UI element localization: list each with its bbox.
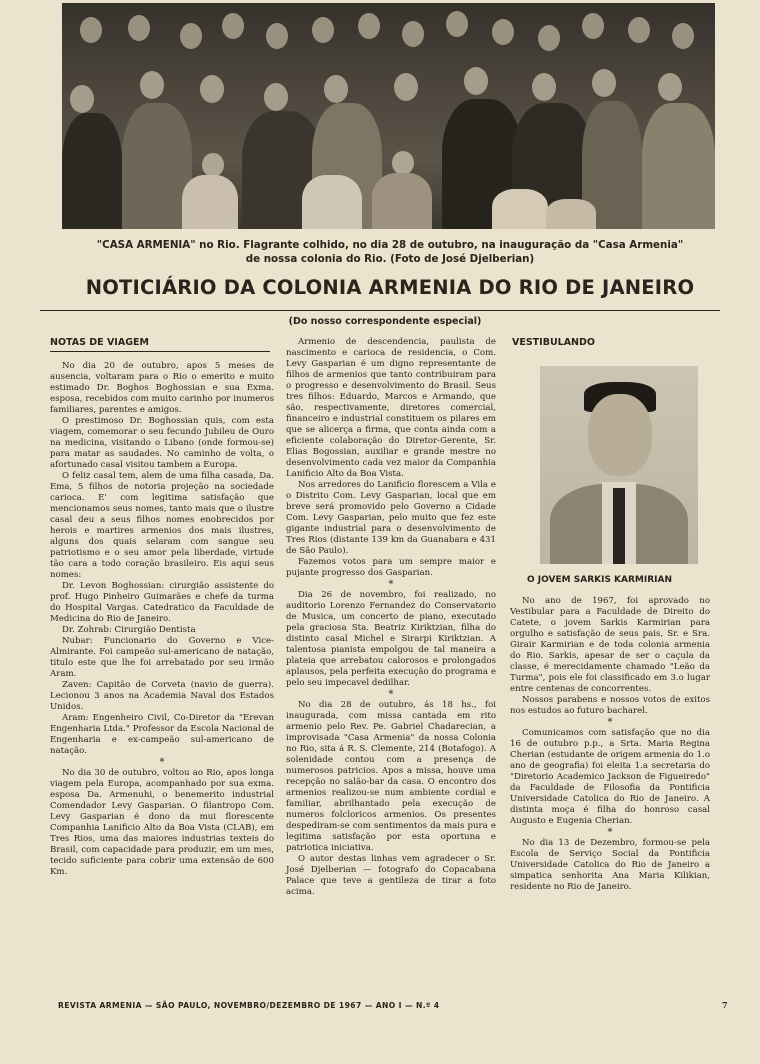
article-title: NOTICIÁRIO DA COLONIA ARMENIA DO RIO DE JANEIRO bbox=[85, 276, 695, 299]
paragraph: O feliz casal tem, alem de uma filha casada, Da. Ema, 5 filhos de notoria projeção na sociedade carioca. E' com legitima satisfação que mencionamos seus nomes, tanto mais que o ilustre casal deu a seus filhos nomes enobrecidos por herois e martires armenios dos mais ilustres, alguns dos quais selaram com sangue seu patriotismo e o seu amor pela liberdade, virtude tão cara a todo coração brasileiro. Eis aqui seus nomes: bbox=[50, 471, 274, 580]
col2-text bbox=[286, 337, 496, 898]
col1-heading-rule bbox=[50, 351, 270, 352]
section-divider-star: * bbox=[607, 717, 613, 728]
paragraph: Zaven: Capitão de Corveta (navio de guerra). Lecionou 3 anos na Academia Naval dos Estados Unidos. bbox=[50, 680, 274, 712]
col1-text bbox=[50, 361, 274, 878]
article-subtitle: (Do nosso correspondente especial) bbox=[288, 316, 482, 327]
paragraph: Aram: Engenheiro Civil, Co-Diretor da "Erevan Engenharia Ltda." Professor da Escola Nacional de Engenharia e ex-campeão sul-americano de natação. bbox=[50, 713, 274, 756]
page-footer: REVISTA ARMENIA — SÃO PAULO, NOVEMBRO/DEZEMBRO DE 1967 — ANO I — N.º 4 bbox=[58, 1001, 440, 1010]
paragraph: Dr. Zohrab: Cirurgião Dentista bbox=[62, 625, 196, 635]
col3-heading: VESTIBULANDO bbox=[512, 337, 595, 348]
paragraph: Nos arredores do Lanificio florescem a Vila e o Distrito Com. Levy Gasparian, local que em breve será promovido pelo Governo a Cidade Com. Levy Gasparian, pelo muito que fez este gigante industrial para o desenvolvimento de Tres Rios (distante 139 km da Guanabara e 431 de São Paulo). bbox=[286, 480, 496, 556]
page-number: 7 bbox=[722, 1000, 728, 1010]
paragraph: O autor destas linhas vem agradecer o Sr. José Djelberian — fotografo do Copacabana Palace que teve a gentileza de tirar a foto acima. bbox=[286, 854, 496, 897]
paragraph: Armenio de descendencia, paulista de nascimento e carioca de residencia, o Com. Levy Gasparian é um digno representante de filhos de armenios que tanto contribuiram para o progresso e desenvolvimento do Brasil. Seus tres filhos: Eduardo, Marcos e Armando, que são, respectivamente, diretores comercial, financeiro e industrial constituem os pilares em que se alicerça a firma, que conta ainda com a eficiente colaboração do Diretor-Gerente, Sr. Elias Bogossian, auxiliar e grande mestre no desenvolvimento cada vez maior da Companhia Lanificio Alto da Boa Vista. bbox=[286, 337, 496, 479]
paragraph: O prestimoso Dr. Boghossian quis, com esta viagem, comemorar o seu fecundo Jubileu de Ouro na medicina, visitando o Libano (onde formou-se) para matar as saudades. No caminho de volta, o afortunado casal visitou tambem a Europa. bbox=[50, 416, 274, 470]
paragraph: Comunicamos com satisfação que no dia 16 de outubro p.p., a Srta. Maria Regina Cherian (estudante de origem armenia do 1.o ano de geografia) foi eleita 1.a secretaria do "Diretorio Academico Jackson de Figueiredo" da Faculdade de Filosofia da Pontificia Universidade Catolica do Rio de Janeiro. A distinta moça é filha do honroso casal Augusto e Eugenia Cherian. bbox=[510, 728, 710, 826]
paragraph: No dia 20 de outubro, apos 5 meses de ausencia, voltaram para o Rio o emerito e muito estimado Dr. Boghos Boghossian e sua Exma. esposa, recebidos com muito carinho por inumeros familiares, parentes e amigos. bbox=[50, 361, 274, 415]
paragraph: Dia 26 de novembro, foi realizado, no auditorio Lorenzo Fernandez do Conservatorio de Musica, um concerto de piano, executado pela graciosa Sta. Beatriz Kiriktzian, filha do distinto casal Michel e Sirarpi Kiriktzian. A talentosa pianista empolgou de tal maneira a plateia que arrebatou calorosos e prolongados aplausos, pela perfeita execução do programa e pelo seu impecavel dedilhar. bbox=[286, 590, 496, 688]
portrait-photo bbox=[540, 366, 698, 564]
col3-text bbox=[510, 596, 710, 893]
paragraph: Fazemos votos para um sempre maior e pujante progresso dos Gasparian. bbox=[286, 557, 496, 578]
paragraph: Dr. Levon Boghossian: cirurgião assistente do prof. Hugo Pinheiro Guimarães e chefe da turma do Hospital Vargas. Catedratico da Faculdade de Medicina do Rio de Janeiro. bbox=[50, 581, 274, 624]
title-rule bbox=[40, 310, 720, 311]
section-divider-star: * bbox=[388, 689, 394, 700]
section-divider-star: * bbox=[388, 579, 394, 590]
group-photo bbox=[62, 3, 715, 229]
paragraph: Nubar: Funcionario do Governo e Vice-Almirante. Foi campeão sul-americano de natação, titulo este que lhe foi arrebatado por seu irmão Aram. bbox=[50, 636, 274, 679]
paragraph: No dia 28 de outubro, ás 18 hs., foi inaugurada, com missa cantada em rito armenio pelo Rev. Pe. Gabriel Chadarecian, a improvisada "Casa Armenia" da nossa Colonia no Rio, sita á R. S. Clemente, 214 (Botafogo). A solenidade contou com a presença de numerosos patricios. Apos a missa, houve uma recepção no salão-bar da casa. O encontro dos armenios realizou-se num ambiente cordial e familiar, abrilhantado pela execução de numeros folcloricos armenios. Os presentes despediram-se com sentimentos da mais pura e legitima satisfação por esta oportuna e patriotica iniciativa. bbox=[286, 700, 496, 853]
paragraph: No dia 30 de outubro, voltou ao Rio, apos longa viagem pela Europa, acompanhado por sua exma. esposa Da. Armenuhi, o benemerito industrial Comendador Levy Gasparian. O filantropo Com. Levy Gasparian é dono da mui florescente Companhia Lanificio Alto da Boa Vista (CLAB), em Tres Rios, uma das maiores industrias texteis do Brasil, com capacidade para produzir, em um mes, tecido suficiente para cobrir uma extensão de 600 Km. bbox=[50, 768, 274, 877]
photo-caption-line-1: "CASA ARMENIA" no Rio. Flagrante colhido, no dia 28 de outubro, na inauguração da "Casa Armenia" bbox=[96, 239, 684, 251]
section-divider-star: * bbox=[607, 827, 613, 838]
paragraph: No dia 13 de Dezembro, formou-se pela Escola de Serviço Social da Pontificia Universidade Catolica do Rio de Janeiro a simpatica senhorita Ana Maria Kilikian, residente no Rio de Janeiro. bbox=[510, 838, 710, 892]
portrait-caption: O JOVEM SARKIS KARMIRIAN bbox=[527, 575, 673, 585]
col1-heading: NOTAS DE VIAGEM bbox=[50, 337, 149, 348]
paragraph: No ano de 1967, foi aprovado no Vestibular para a Faculdade de Direito do Catete, o jovem Sarkis Karmirian para orgulho e satisfação de seus pais, Sr. e Sra. Girair Karmirian e de toda colonia armenia do Rio. Sarkis, apesar de ser o caçula da classe, é merecidamente chamado "Leão da Turma", pois ele foi classificado em 3.o lugar entre centenas de concorrentes. bbox=[510, 596, 710, 694]
paragraph: Nossos parabens e nossos votos de exitos nos estudos ao futuro bacharel. bbox=[510, 695, 710, 716]
photo-caption bbox=[90, 238, 690, 266]
section-divider-star: * bbox=[159, 757, 165, 768]
photo-caption-line-2: de nossa colonia do Rio. (Foto de José Djelberian) bbox=[245, 253, 535, 265]
